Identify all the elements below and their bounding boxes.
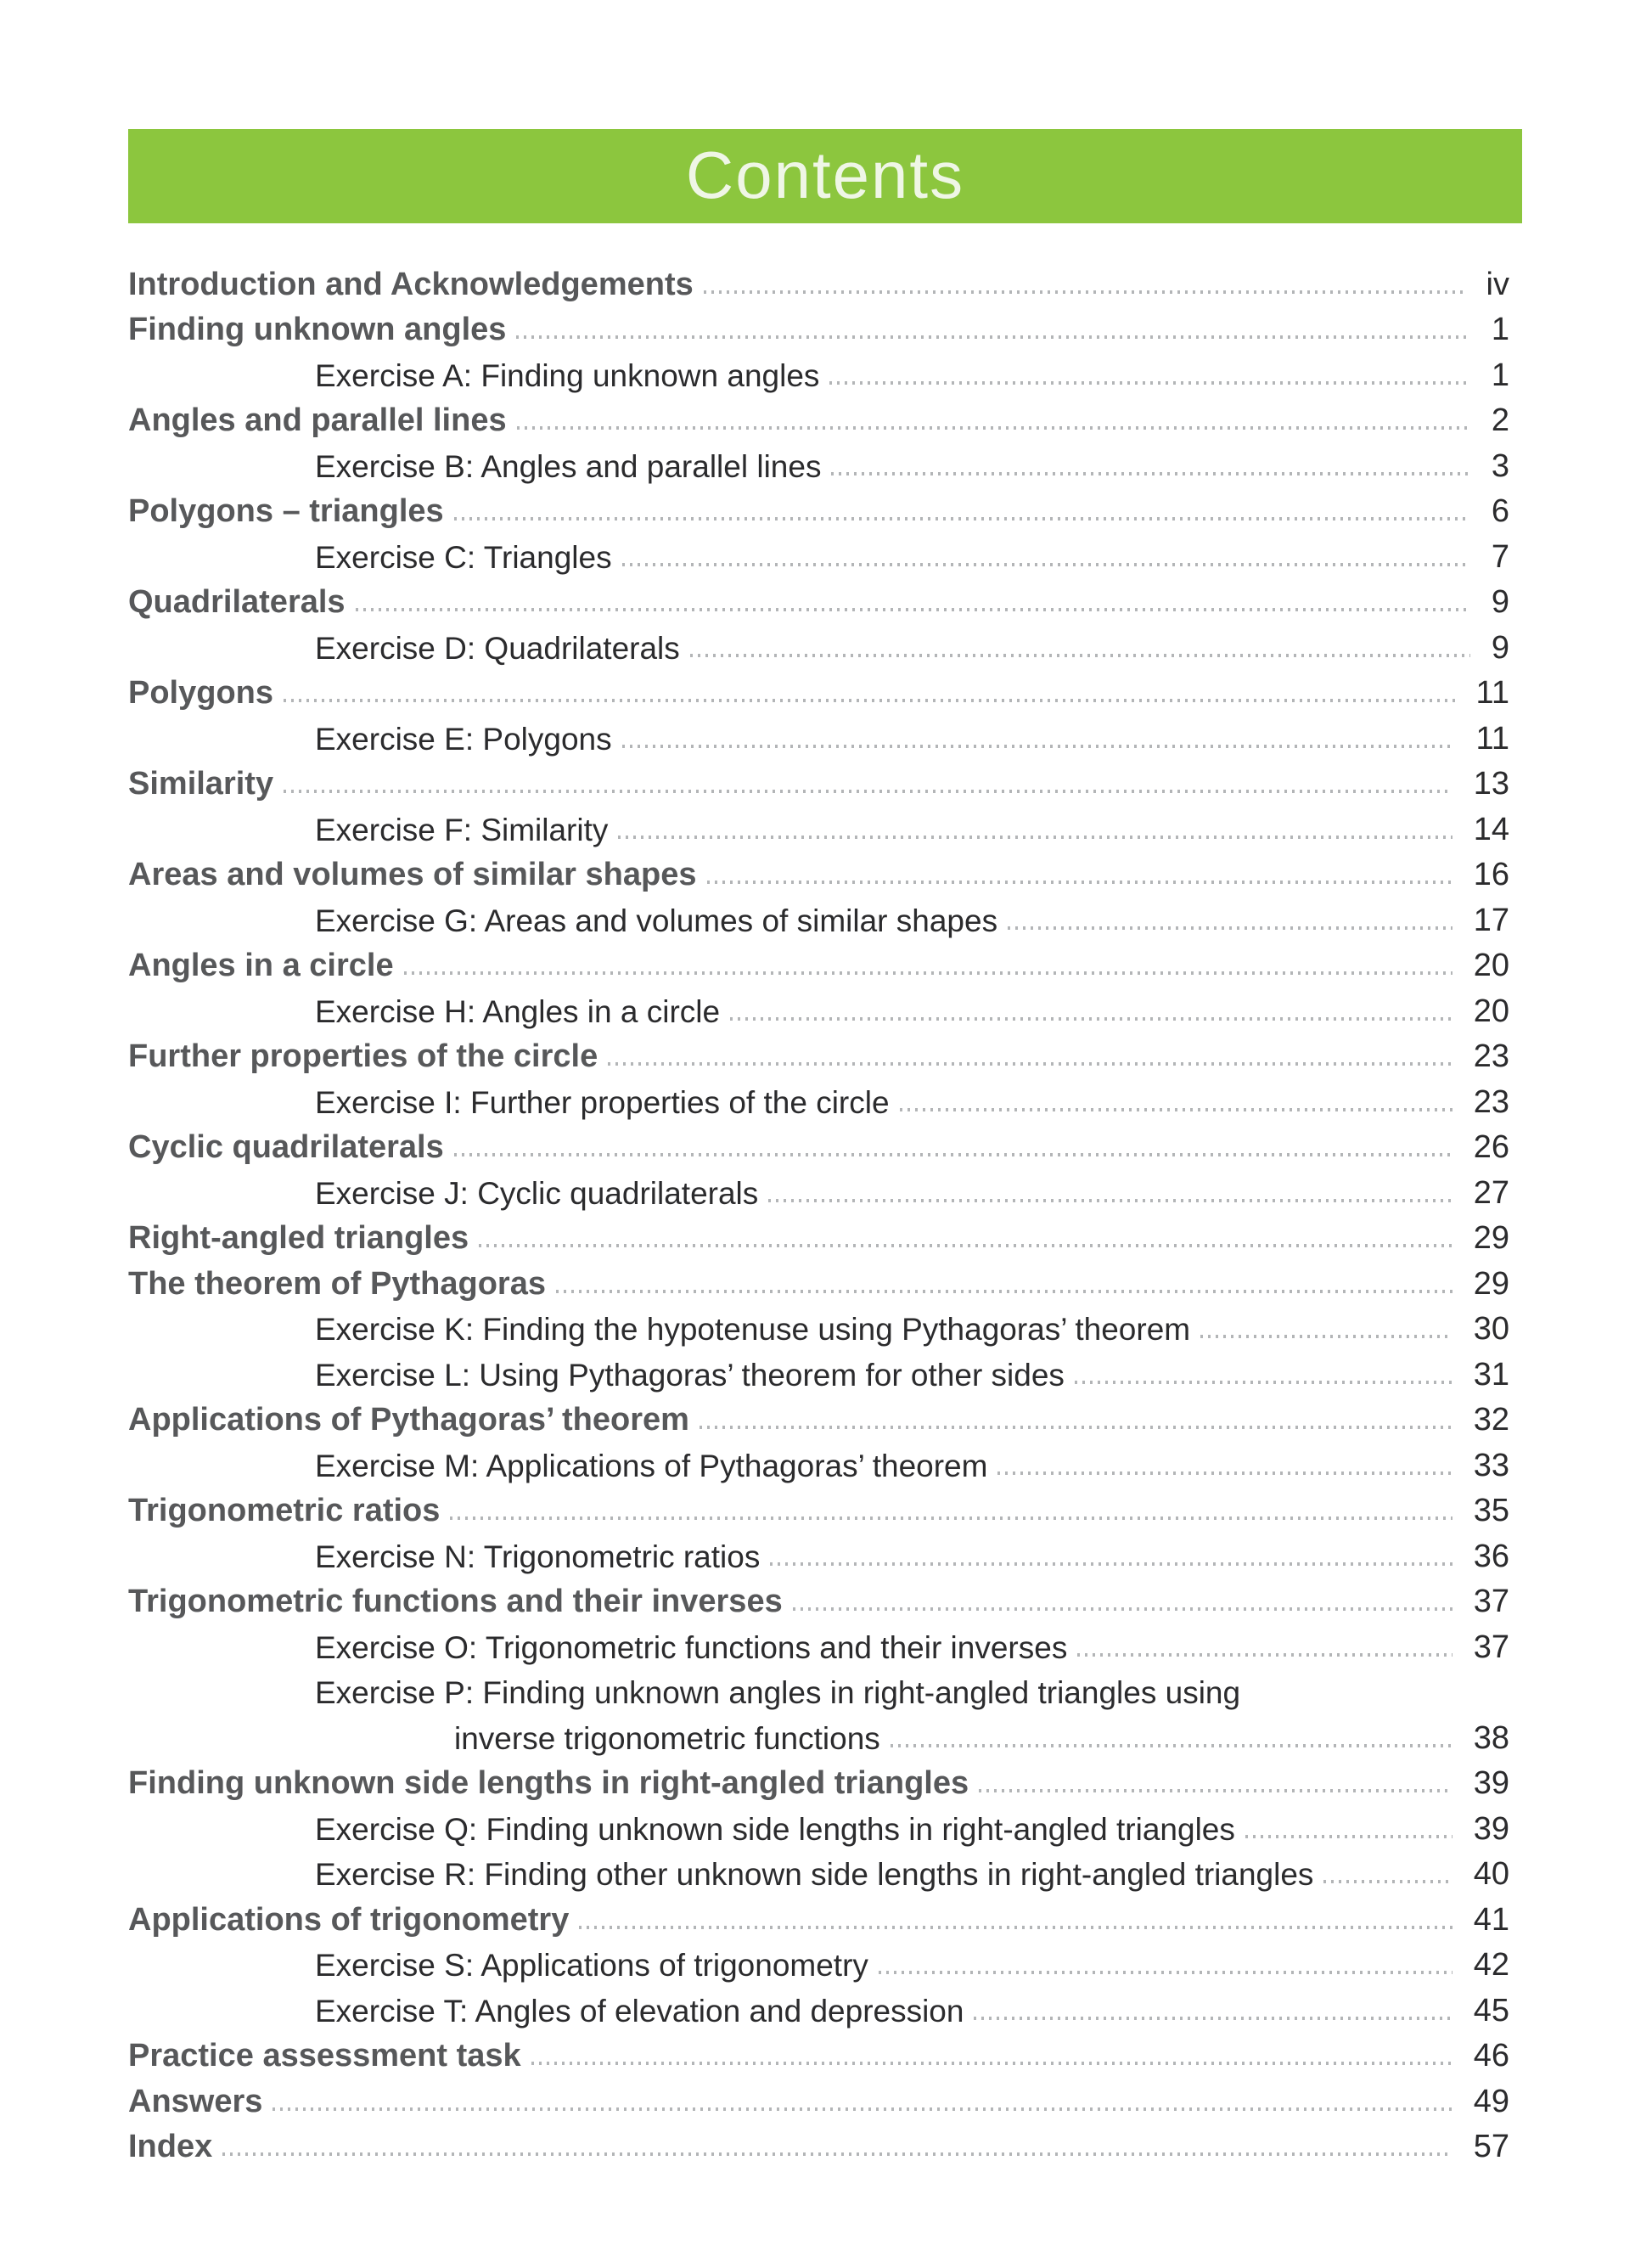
toc-entry-label: Exercise Q: Finding unknown side lengths in right-angled triangles xyxy=(315,1811,1235,1847)
leader-dots xyxy=(793,1607,1453,1611)
toc-exercise-row xyxy=(315,1981,1509,2027)
toc-exercise-row xyxy=(315,1936,1509,1982)
toc-entry-label: Polygons xyxy=(128,675,274,711)
toc-page-number: 11 xyxy=(1475,720,1509,757)
toc-entry-label: Polygons – triangles xyxy=(128,493,444,529)
toc-page-number: 30 xyxy=(1473,1311,1509,1347)
leader-dots xyxy=(454,517,1470,520)
toc-entry-label: Practice assessment task xyxy=(128,2038,521,2074)
toc-page-number: 1 xyxy=(1491,312,1509,347)
toc-page-number: 38 xyxy=(1473,1719,1509,1756)
toc-entry-label: Exercise B: Angles and parallel lines xyxy=(315,448,822,484)
toc-entry-label: Exercise L: Using Pythagoras’ theorem for other sides xyxy=(315,1357,1065,1393)
leader-dots xyxy=(284,790,1453,793)
leader-dots xyxy=(608,1062,1452,1066)
toc-page-number: 33 xyxy=(1473,1447,1509,1483)
toc-page-number: 23 xyxy=(1473,1038,1509,1074)
leader-dots xyxy=(618,836,1452,839)
toc-page-number: 23 xyxy=(1473,1083,1509,1120)
contents-header-bar xyxy=(128,129,1522,223)
toc-chapter-row xyxy=(128,391,1509,437)
leader-dots xyxy=(622,563,1470,566)
toc-page-number: 29 xyxy=(1473,1265,1509,1302)
toc-entry-label: Finding unknown angles xyxy=(128,312,507,347)
toc-page-number: 1 xyxy=(1491,357,1509,393)
leader-dots xyxy=(730,1017,1453,1021)
toc-page-number: 40 xyxy=(1473,1856,1509,1892)
toc-exercise-row xyxy=(315,1300,1509,1346)
leader-dots xyxy=(516,335,1469,339)
toc-page-number: 35 xyxy=(1473,1493,1509,1528)
toc-page-number: 13 xyxy=(1473,766,1509,802)
toc-exercise-row xyxy=(315,436,1509,482)
toc-exercise-row xyxy=(315,346,1509,391)
toc-entry-label: Angles in a circle xyxy=(128,948,394,983)
toc-entry-label: Exercise K: Finding the hypotenuse using Pythagoras’ theorem xyxy=(315,1312,1191,1347)
toc-page-number: 39 xyxy=(1473,1810,1509,1847)
toc-entry-label: Right-angled triangles xyxy=(128,1220,469,1256)
toc-chapter-row xyxy=(128,1118,1509,1164)
toc-entry-label: Further properties of the circle xyxy=(128,1038,598,1074)
toc-exercise-row xyxy=(315,1163,1509,1209)
toc-page-number: 6 xyxy=(1491,493,1509,529)
toc-entry-label: Trigonometric functions and their inverses xyxy=(128,1584,783,1619)
toc-entry-label: Trigonometric ratios xyxy=(128,1493,441,1528)
leader-dots xyxy=(974,2017,1452,2020)
toc-entry-label: inverse trigonometric functions xyxy=(454,1720,880,1756)
leader-dots xyxy=(1323,1880,1452,1883)
toc-page-number: 3 xyxy=(1491,447,1509,484)
page-title: Contents xyxy=(685,137,965,212)
toc-exercise-row xyxy=(315,1799,1509,1845)
toc-page-number: 32 xyxy=(1473,1402,1509,1438)
leader-dots xyxy=(700,1426,1453,1429)
toc-page-number: 14 xyxy=(1473,811,1509,847)
toc-entry-label: Answers xyxy=(128,2083,263,2119)
toc-chapter-row xyxy=(128,846,1509,892)
toc-entry-label: Finding unknown side lengths in right-angled triangles xyxy=(128,1765,969,1801)
toc-chapter-row xyxy=(128,301,1509,346)
toc-entry-label: Exercise D: Quadrilaterals xyxy=(315,630,680,666)
toc-exercise-row xyxy=(315,1436,1509,1482)
toc-page-number: 36 xyxy=(1473,1538,1509,1574)
toc-page-number: 9 xyxy=(1491,629,1509,666)
toc-page-number: 39 xyxy=(1473,1765,1509,1801)
toc-page-number: 31 xyxy=(1473,1356,1509,1393)
toc-entry-label: Exercise O: Trigonometric functions and their inverses xyxy=(315,1629,1068,1665)
toc-entry-label: Applications of Pythagoras’ theorem xyxy=(128,1402,689,1438)
toc-entry-label: Applications of trigonometry xyxy=(128,1901,570,1938)
toc-entry-label: Exercise F: Similarity xyxy=(315,812,609,847)
leader-dots xyxy=(450,1516,1452,1520)
toc-page-number: 17 xyxy=(1473,902,1509,938)
toc-exercise-row xyxy=(454,1708,1509,1754)
toc-exercise-row xyxy=(315,1072,1509,1118)
toc-page-number: 26 xyxy=(1473,1129,1509,1165)
leader-dots xyxy=(829,381,1469,385)
leader-dots xyxy=(222,2152,1452,2156)
toc-exercise-row xyxy=(315,1527,1509,1573)
toc-entry-label: Exercise N: Trigonometric ratios xyxy=(315,1539,761,1574)
toc-exercise-row xyxy=(315,1618,1509,1663)
toc-chapter-row xyxy=(128,1482,1509,1528)
leader-dots xyxy=(517,426,1470,430)
leader-dots xyxy=(1075,1381,1453,1384)
toc-page-number: 37 xyxy=(1473,1629,1509,1665)
toc-page-number: 46 xyxy=(1473,2038,1509,2074)
toc-entry-label: Areas and volumes of similar shapes xyxy=(128,857,697,892)
toc-entry-label: Index xyxy=(128,2129,213,2164)
toc-entry-label: The theorem of Pythagoras xyxy=(128,1265,546,1302)
toc-entry-label: Exercise A: Finding unknown angles xyxy=(315,357,820,393)
leader-dots xyxy=(356,608,1470,611)
toc-chapter-row xyxy=(128,1027,1509,1073)
toc-entry-label: Exercise P: Finding unknown angles in right-angled triangles using xyxy=(315,1675,1241,1710)
toc-entry-label: Exercise T: Angles of elevation and depression xyxy=(315,1993,964,2028)
toc-page-number: 45 xyxy=(1473,1992,1509,2028)
leader-dots xyxy=(879,1971,1453,1974)
toc-entry-label: Introduction and Acknowledgements xyxy=(128,266,694,302)
leader-dots xyxy=(979,1789,1453,1792)
toc-chapter-row xyxy=(128,1754,1509,1800)
toc-page-number: 49 xyxy=(1473,2083,1509,2119)
leader-dots xyxy=(531,2062,1453,2065)
leader-dots xyxy=(770,1562,1452,1566)
leader-dots xyxy=(831,472,1469,475)
toc-exercise-row xyxy=(315,800,1509,846)
leader-dots xyxy=(1008,926,1453,930)
toc-chapter-row xyxy=(128,482,1509,528)
leader-dots xyxy=(997,1471,1452,1475)
toc-exercise-row xyxy=(315,527,1509,573)
toc-page-number: 20 xyxy=(1473,993,1509,1029)
toc-entry-label: Quadrilaterals xyxy=(128,584,346,620)
leader-dots xyxy=(479,1244,1453,1247)
leader-dots xyxy=(622,745,1455,748)
toc-entry-label: Cyclic quadrilaterals xyxy=(128,1129,444,1165)
toc-page-number: 11 xyxy=(1475,675,1509,711)
leader-dots xyxy=(900,1108,1453,1111)
toc-chapter-row xyxy=(128,1890,1509,1936)
leader-dots xyxy=(690,654,1470,657)
toc-entry-label: Exercise M: Applications of Pythagoras’ theorem xyxy=(315,1448,988,1483)
toc-page-number: 37 xyxy=(1473,1584,1509,1619)
toc-entry-label: Exercise J: Cyclic quadrilaterals xyxy=(315,1175,759,1211)
leader-dots xyxy=(891,1744,1453,1747)
toc-entry-label: Similarity xyxy=(128,766,274,802)
leader-dots xyxy=(704,290,1465,294)
toc-chapter-row xyxy=(128,2118,1509,2164)
leader-dots xyxy=(768,1199,1452,1202)
toc-page-number: 29 xyxy=(1473,1220,1509,1256)
toc-entry-label: Exercise E: Polygons xyxy=(315,721,612,757)
toc-page-number: iv xyxy=(1486,266,1509,302)
toc-entry-label: Exercise S: Applications of trigonometry xyxy=(315,1948,868,1983)
toc-chapter-row xyxy=(128,1254,1509,1300)
toc-chapter-row xyxy=(128,2072,1509,2118)
toc-page-number: 20 xyxy=(1473,948,1509,983)
toc-exercise-row xyxy=(315,618,1509,664)
toc-chapter-row xyxy=(128,1209,1509,1255)
toc-exercise-row xyxy=(315,1663,1509,1709)
toc-entry-label: Exercise H: Angles in a circle xyxy=(315,993,721,1029)
toc-page-number: 7 xyxy=(1491,538,1509,575)
toc-page-number: 57 xyxy=(1473,2129,1509,2164)
toc-entry-label: Exercise R: Finding other unknown side lengths in right-angled triangles xyxy=(315,1857,1314,1892)
toc-chapter-row xyxy=(128,1391,1509,1437)
toc-chapter-row xyxy=(128,937,1509,982)
leader-dots xyxy=(284,699,1455,702)
toc-page-number: 2 xyxy=(1491,402,1509,438)
toc-chapter-row xyxy=(128,573,1509,619)
toc-list xyxy=(128,255,1509,2163)
toc-exercise-row xyxy=(315,891,1509,937)
leader-dots xyxy=(556,1290,1453,1293)
toc-page-number: 16 xyxy=(1473,857,1509,892)
toc-page-number: 9 xyxy=(1491,584,1509,620)
toc-page-number: 42 xyxy=(1473,1947,1509,1983)
toc-chapter-row xyxy=(128,255,1509,301)
leader-dots xyxy=(273,2107,1452,2111)
toc-chapter-row xyxy=(128,1573,1509,1618)
toc-exercise-row xyxy=(315,1845,1509,1891)
leader-dots xyxy=(1200,1335,1453,1338)
toc-page-number: 27 xyxy=(1473,1174,1509,1211)
toc-exercise-row xyxy=(315,982,1509,1027)
toc-entry-label: Exercise C: Triangles xyxy=(315,539,612,575)
toc-page-number: 41 xyxy=(1473,1901,1509,1938)
leader-dots xyxy=(579,1926,1452,1929)
toc-entry-label: Exercise G: Areas and volumes of similar shapes xyxy=(315,903,998,938)
leader-dots xyxy=(454,1153,1453,1156)
toc-chapter-row xyxy=(128,664,1509,710)
toc-entry-label: Exercise I: Further properties of the circle xyxy=(315,1084,890,1120)
leader-dots xyxy=(404,971,1453,975)
leader-dots xyxy=(707,881,1453,884)
leader-dots xyxy=(1245,1835,1453,1838)
leader-dots xyxy=(1077,1653,1452,1657)
toc-chapter-row xyxy=(128,2027,1509,2073)
toc-entry-label: Angles and parallel lines xyxy=(128,402,507,438)
toc-chapter-row xyxy=(128,755,1509,801)
toc-exercise-row xyxy=(315,1345,1509,1391)
toc-exercise-row xyxy=(315,709,1509,755)
